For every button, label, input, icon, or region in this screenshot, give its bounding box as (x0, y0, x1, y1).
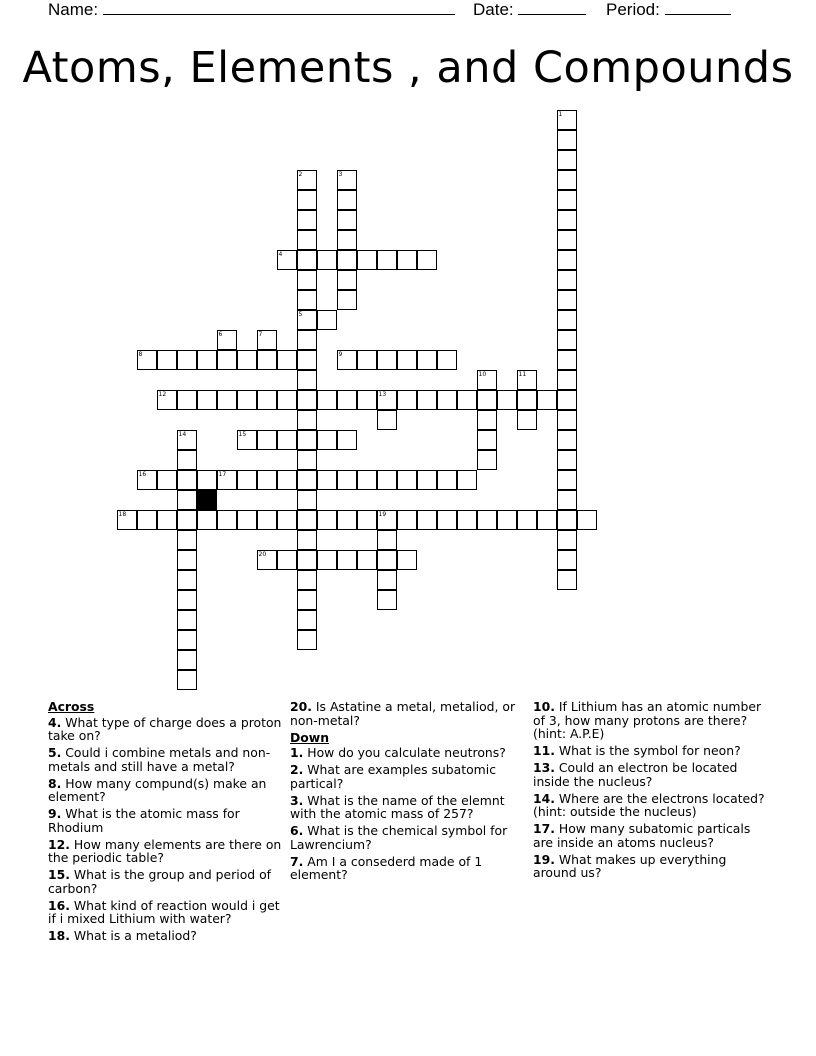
grid-cell[interactable] (177, 350, 197, 370)
grid-cell[interactable] (557, 330, 577, 350)
clue-number-label: 18. (48, 928, 70, 943)
grid-cell[interactable] (297, 370, 317, 390)
down-heading: Down (290, 729, 330, 745)
grid-cell[interactable] (157, 350, 177, 370)
grid-cell[interactable] (177, 630, 197, 650)
grid-cell[interactable] (177, 610, 197, 630)
clue-item (533, 822, 769, 849)
grid-cell[interactable] (477, 510, 497, 530)
grid-cell[interactable] (557, 270, 577, 290)
clue-text: What makes up everything around us? (533, 851, 727, 880)
grid-cell[interactable] (557, 490, 577, 510)
grid-cell[interactable] (437, 510, 457, 530)
grid-cell[interactable] (557, 350, 577, 370)
grid-cell[interactable] (177, 430, 197, 450)
grid-cell[interactable] (177, 650, 197, 670)
grid-cell[interactable] (397, 550, 417, 570)
grid-cell[interactable] (557, 470, 577, 490)
grid-cell[interactable] (117, 510, 137, 530)
clue-text: What is a metaliod? (69, 928, 197, 943)
clue-text: What is the chemical symbol for Lawrencium? (290, 823, 508, 852)
grid-cell[interactable] (357, 390, 377, 410)
grid-cell[interactable] (297, 190, 317, 210)
grid-cell[interactable] (177, 590, 197, 610)
grid-cell[interactable] (377, 590, 397, 610)
clue-number: 15 (238, 430, 247, 438)
clue-number: 1 (558, 110, 563, 118)
grid-cell[interactable] (517, 390, 537, 410)
grid-cell[interactable] (297, 170, 317, 190)
clue-item (290, 794, 526, 821)
clue-number-label: 20. (290, 699, 312, 714)
grid-cell[interactable] (177, 390, 197, 410)
grid-cell[interactable] (297, 430, 317, 450)
clue-number: 5 (298, 310, 303, 318)
grid-cell[interactable] (237, 350, 257, 370)
grid-cell[interactable] (577, 510, 597, 530)
grid-cell[interactable] (477, 430, 497, 450)
grid-cell[interactable] (337, 210, 357, 230)
clue-text: How many elements are there on the periodic table? (48, 836, 282, 865)
clue-text: How do you calculate neutrons? (303, 745, 506, 760)
clue-number-label: 4. (48, 714, 62, 730)
grid-cell[interactable] (517, 370, 537, 390)
clue-text: What is the group and period of carbon? (48, 867, 272, 896)
clue-number-label: 9. (48, 806, 62, 821)
grid-cell[interactable] (417, 250, 437, 270)
grid-cell[interactable] (557, 210, 577, 230)
clue-text: What type of charge does a proton take on? (48, 714, 282, 743)
grid-cell[interactable] (197, 390, 217, 410)
grid-cell[interactable] (177, 570, 197, 590)
grid-cell[interactable] (377, 390, 397, 410)
grid-cell[interactable] (377, 470, 397, 490)
clue-number: 11 (518, 370, 527, 378)
clue-item (48, 899, 284, 926)
grid-cell[interactable] (297, 570, 317, 590)
grid-cell[interactable] (197, 510, 217, 530)
grid-cell[interactable] (357, 350, 377, 370)
clue-number: 12 (158, 390, 167, 398)
grid-cell[interactable] (297, 490, 317, 510)
grid-cell[interactable] (357, 510, 377, 530)
grid-cell[interactable] (437, 350, 457, 370)
grid-cell[interactable] (277, 350, 297, 370)
grid-cell[interactable] (297, 450, 317, 470)
grid-cell[interactable] (137, 510, 157, 530)
grid-cell[interactable] (477, 390, 497, 410)
grid-cell[interactable] (417, 470, 437, 490)
grid-cell[interactable] (277, 430, 297, 450)
grid-cell[interactable] (397, 350, 417, 370)
grid-cell[interactable] (297, 610, 317, 630)
grid-cell[interactable] (197, 470, 217, 490)
clue-text: What is the symbol for neon? (554, 743, 741, 758)
grid-cell[interactable] (257, 330, 277, 350)
clue-item (290, 855, 526, 882)
clue-item (533, 700, 769, 741)
grid-cell[interactable] (177, 470, 197, 490)
clue-item (533, 744, 769, 758)
grid-cell[interactable] (237, 430, 257, 450)
clue-item (48, 868, 284, 895)
grid-cell[interactable] (337, 250, 357, 270)
clue-text: What are examples subatomic partical? (290, 762, 497, 791)
grid-cell[interactable] (557, 230, 577, 250)
grid-cell[interactable] (297, 310, 317, 330)
grid-cell[interactable] (177, 550, 197, 570)
grid-cell[interactable] (557, 110, 577, 130)
grid-cell[interactable] (477, 410, 497, 430)
clue-item (290, 763, 526, 790)
grid-cell[interactable] (317, 510, 337, 530)
grid-cell[interactable] (417, 510, 437, 530)
grid-cell[interactable] (557, 390, 577, 410)
clue-number: 4 (278, 250, 283, 258)
grid-cell[interactable] (397, 510, 417, 530)
clue-number-label: 7. (290, 853, 304, 869)
grid-cell[interactable] (337, 470, 357, 490)
clues-column-1 (48, 700, 284, 946)
grid-cell[interactable] (557, 430, 577, 450)
grid-cell[interactable] (317, 250, 337, 270)
grid-cell[interactable] (517, 510, 537, 530)
clue-number-label: 8. (48, 775, 62, 791)
clue-number: 16 (138, 470, 147, 478)
grid-cell[interactable] (457, 510, 477, 530)
grid-cell[interactable] (337, 290, 357, 310)
grid-cell[interactable] (557, 370, 577, 390)
grid-cell[interactable] (177, 530, 197, 550)
grid-cell[interactable] (297, 630, 317, 650)
grid-cell[interactable] (477, 450, 497, 470)
grid-cell[interactable] (497, 510, 517, 530)
clue-text: Could i combine metals and non-metals and still have a metal? (48, 745, 271, 774)
clue-number: 13 (378, 390, 387, 398)
grid-cell[interactable] (357, 470, 377, 490)
grid-cell[interactable] (297, 270, 317, 290)
grid-cell[interactable] (337, 190, 357, 210)
grid-cell[interactable] (357, 550, 377, 570)
grid-cell[interactable] (277, 510, 297, 530)
clue-item (533, 792, 769, 819)
grid-cell[interactable] (257, 550, 277, 570)
clue-number-label: 16. (48, 897, 70, 913)
clue-text: Am I a consederd made of 1 element? (290, 853, 483, 882)
grid-cell[interactable] (317, 310, 337, 330)
grid-cell[interactable] (217, 390, 237, 410)
clue-item (48, 777, 284, 804)
date-label: Date: (473, 0, 514, 19)
clue-number-label: 14. (533, 790, 555, 806)
clue-number: 6 (218, 330, 223, 338)
clues-column-2 (290, 700, 526, 885)
grid-cell[interactable] (217, 470, 237, 490)
grid-cell[interactable] (257, 470, 277, 490)
grid-cell[interactable] (557, 450, 577, 470)
grid-cell[interactable] (557, 550, 577, 570)
clue-number: 19 (378, 510, 387, 518)
clue-number: 14 (178, 430, 187, 438)
grid-cell[interactable] (317, 430, 337, 450)
clue-number: 20 (258, 550, 267, 558)
clue-item (48, 929, 284, 943)
grid-cell[interactable] (557, 130, 577, 150)
grid-cell[interactable] (317, 470, 337, 490)
grid-cell[interactable] (337, 350, 357, 370)
period-label: Period: (606, 0, 660, 19)
grid-cell[interactable] (277, 250, 297, 270)
grid-cell[interactable] (297, 550, 317, 570)
grid-cell[interactable] (357, 250, 377, 270)
grid-cell[interactable] (137, 350, 157, 370)
grid-cell[interactable] (337, 230, 357, 250)
clue-item (290, 700, 526, 727)
clue-number: 10 (478, 370, 487, 378)
clue-number: 8 (138, 350, 143, 358)
across-heading: Across (48, 699, 95, 714)
grid-cell[interactable] (317, 550, 337, 570)
grid-cell[interactable] (517, 410, 537, 430)
grid-cell[interactable] (377, 410, 397, 430)
grid-cell[interactable] (397, 390, 417, 410)
grid-cell[interactable] (337, 430, 357, 450)
clue-number-label: 2. (290, 762, 304, 777)
grid-cell[interactable] (217, 350, 237, 370)
grid-cell[interactable] (397, 470, 417, 490)
grid-cell[interactable] (537, 390, 557, 410)
grid-cell[interactable] (377, 550, 397, 570)
grid-cell[interactable] (277, 470, 297, 490)
grid-cell[interactable] (337, 510, 357, 530)
grid-cell[interactable] (177, 510, 197, 530)
grid-cell[interactable] (557, 510, 577, 530)
grid-cell[interactable] (337, 550, 357, 570)
grid-cell[interactable] (557, 290, 577, 310)
grid-cell[interactable] (557, 570, 577, 590)
grid-cell[interactable] (557, 250, 577, 270)
grid-cell[interactable] (437, 390, 457, 410)
grid-cell[interactable] (197, 350, 217, 370)
grid-cell[interactable] (257, 350, 277, 370)
name-label: Name: (48, 0, 99, 19)
grid-cell[interactable] (217, 330, 237, 350)
clue-item (290, 824, 526, 851)
clue-text: What is the atomic mass for Rhodium (48, 806, 240, 835)
grid-cell[interactable] (157, 470, 177, 490)
grid-cell[interactable] (257, 390, 277, 410)
grid-cell[interactable] (557, 170, 577, 190)
page-title: Atoms, Elements , and Compounds (22, 43, 794, 93)
clue-number: 18 (118, 510, 127, 518)
grid-cell[interactable] (537, 510, 557, 530)
grid-cell[interactable] (297, 410, 317, 430)
grid-cell[interactable] (377, 350, 397, 370)
clue-number-label: 12. (48, 836, 70, 852)
grid-cell[interactable] (177, 450, 197, 470)
grid-cell[interactable] (297, 390, 317, 410)
grid-cell[interactable] (557, 150, 577, 170)
grid-cell[interactable] (177, 670, 197, 690)
black-square (197, 490, 217, 510)
grid-cell[interactable] (157, 390, 177, 410)
grid-cell[interactable] (377, 530, 397, 550)
grid-cell[interactable] (177, 490, 197, 510)
grid-cell[interactable] (337, 170, 357, 190)
clue-text: Could an electron be located inside the nucleus? (533, 760, 738, 789)
clue-text: How many compund(s) make an element? (48, 775, 267, 804)
grid-cell[interactable] (157, 510, 177, 530)
grid-cell[interactable] (297, 350, 317, 370)
clue-number-label: 3. (290, 792, 304, 808)
grid-cell[interactable] (437, 470, 457, 490)
clue-text: Is Astatine a metal, metaliod, or non-metal? (290, 699, 516, 728)
clue-number-label: 15. (48, 867, 70, 882)
grid-cell[interactable] (397, 250, 417, 270)
clue-number-label: 19. (533, 851, 555, 867)
clue-item (48, 807, 284, 834)
grid-cell[interactable] (237, 390, 257, 410)
grid-cell[interactable] (217, 510, 237, 530)
grid-cell[interactable] (257, 430, 277, 450)
grid-cell[interactable] (297, 590, 317, 610)
grid-cell[interactable] (297, 330, 317, 350)
clue-item (533, 761, 769, 788)
grid-cell[interactable] (337, 270, 357, 290)
clue-item (290, 746, 526, 760)
grid-cell[interactable] (557, 190, 577, 210)
clue-number-label: 6. (290, 823, 304, 838)
clue-text: If Lithium has an atomic number of 3, how many protons are there? (hint: A.P.E) (533, 699, 762, 741)
grid-cell[interactable] (257, 510, 277, 530)
grid-cell[interactable] (377, 510, 397, 530)
grid-cell[interactable] (237, 510, 257, 530)
grid-cell[interactable] (497, 390, 517, 410)
grid-cell[interactable] (277, 390, 297, 410)
clue-number-label: 17. (533, 821, 555, 836)
grid-cell[interactable] (297, 510, 317, 530)
grid-cell[interactable] (317, 390, 337, 410)
grid-cell[interactable] (377, 250, 397, 270)
grid-cell[interactable] (377, 570, 397, 590)
grid-cell[interactable] (457, 390, 477, 410)
grid-cell[interactable] (297, 230, 317, 250)
grid-cell[interactable] (557, 530, 577, 550)
clue-text: Where are the electrons located? (hint: outside the nucleus) (533, 790, 765, 819)
clue-text: What is the name of the elemnt with the atomic mass of 257? (290, 792, 505, 821)
clues-column-3 (533, 700, 769, 883)
clue-text: What kind of reaction would i get if i mixed Lithium with water? (48, 897, 280, 926)
grid-cell[interactable] (137, 470, 157, 490)
clue-number: 2 (298, 170, 303, 178)
grid-cell[interactable] (557, 410, 577, 430)
grid-cell[interactable] (557, 310, 577, 330)
clue-number: 9 (338, 350, 343, 358)
clue-item (48, 716, 284, 743)
grid-cell[interactable] (477, 370, 497, 390)
clue-number-label: 10. (533, 699, 555, 714)
clue-item (48, 838, 284, 865)
clue-text: How many subatomic particals are inside an atoms nucleus? (533, 821, 751, 850)
grid-cell[interactable] (297, 290, 317, 310)
grid-cell[interactable] (417, 390, 437, 410)
grid-cell[interactable] (337, 390, 357, 410)
clue-number-label: 5. (48, 745, 62, 760)
clue-number: 7 (258, 330, 263, 338)
clue-number-label: 1. (290, 745, 304, 760)
grid-cell[interactable] (237, 470, 257, 490)
grid-cell[interactable] (417, 350, 437, 370)
grid-cell[interactable] (297, 250, 317, 270)
grid-cell[interactable] (297, 210, 317, 230)
clue-item (533, 853, 769, 880)
clue-number-label: 13. (533, 760, 555, 775)
clue-number: 17 (218, 470, 227, 478)
clue-number: 3 (338, 170, 343, 178)
grid-cell[interactable] (277, 550, 297, 570)
grid-cell[interactable] (297, 530, 317, 550)
clue-number-label: 11. (533, 743, 555, 758)
grid-cell[interactable] (297, 470, 317, 490)
grid-cell[interactable] (457, 470, 477, 490)
clue-item (48, 746, 284, 773)
